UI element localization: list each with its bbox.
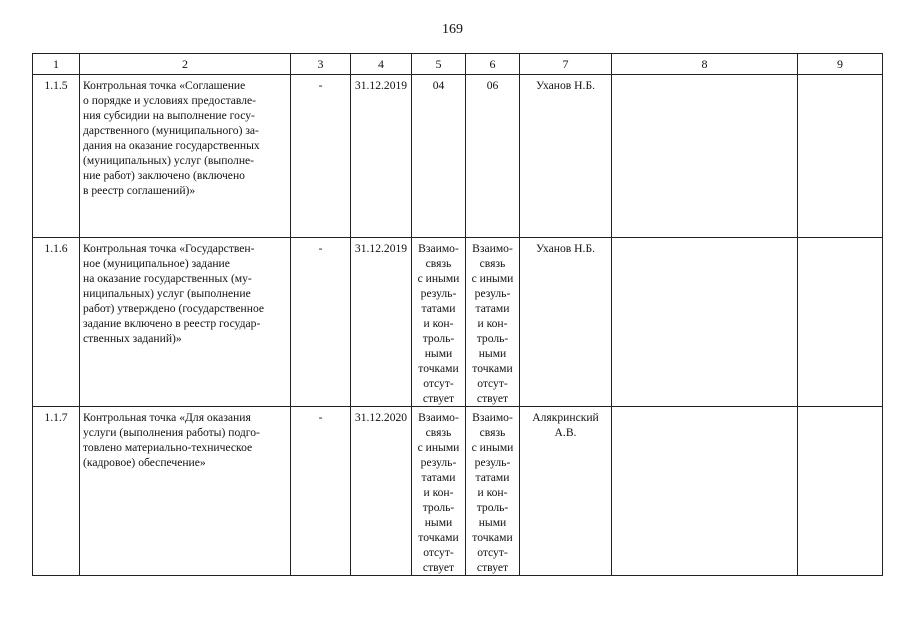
header-row: [33, 54, 883, 75]
header-col-9: 9: [798, 54, 883, 75]
responsible-person: Алякринский А.В.: [520, 407, 612, 576]
table-row: [33, 238, 883, 407]
row-number: 1.1.6: [33, 238, 80, 407]
header-col-5: 5: [412, 54, 466, 75]
header-col-8: 8: [612, 54, 798, 75]
control-point-name: Контрольная точка «Для оказания услуги (выполнения работы) подго- товлено материально-техническое (кадровое) обеспечение»: [80, 407, 291, 576]
col3-value: -: [291, 75, 351, 238]
responsible-person: Уханов Н.Б.: [520, 75, 612, 238]
page-number: 169: [442, 22, 463, 37]
col5-value: 04: [412, 75, 466, 238]
control-points-table: [32, 53, 883, 576]
header-col-7: 7: [520, 54, 612, 75]
col8-value: [612, 407, 798, 576]
col3-value: -: [291, 238, 351, 407]
col5-value: Взаимо- связь с иными резуль- татами и кон- троль- ными точками отсут- ствует: [412, 238, 466, 407]
table-row: [33, 75, 883, 238]
header-col-1: 1: [33, 54, 80, 75]
col3-value: -: [291, 407, 351, 576]
col9-value: [798, 75, 883, 238]
col9-value: [798, 407, 883, 576]
header-col-3: 3: [291, 54, 351, 75]
deadline-date: 31.12.2019: [351, 75, 412, 238]
header-col-4: 4: [351, 54, 412, 75]
control-point-name: Контрольная точка «Соглашение о порядке и условиях предоставле- ния субсидии на выполнение госу- дарственного (муниципального) за- дания на оказание государственных (муниципальных) услуг (выполне- ние работ) заключено (включено в реестр соглашений)»: [80, 75, 291, 238]
control-point-name: Контрольная точка «Государствен- ное (муниципальное) задание на оказание государственных (му- ниципальных) услуг (выполнение работ) утверждено (государственное задание включено в реестр государ- ственных заданий)»: [80, 238, 291, 407]
table-row: [33, 407, 883, 576]
col9-value: [798, 238, 883, 407]
header-col-6: 6: [466, 54, 520, 75]
col8-value: [612, 238, 798, 407]
row-number: 1.1.7: [33, 407, 80, 576]
deadline-date: 31.12.2019: [351, 238, 412, 407]
header-col-2: 2: [80, 54, 291, 75]
row-number: 1.1.5: [33, 75, 80, 238]
col6-value: Взаимо- связь с иными резуль- татами и кон- троль- ными точками отсут- ствует: [466, 407, 520, 576]
col6-value: 06: [466, 75, 520, 238]
col8-value: [612, 75, 798, 238]
responsible-person: Уханов Н.Б.: [520, 238, 612, 407]
col6-value: Взаимо- связь с иными резуль- татами и кон- троль- ными точками отсут- ствует: [466, 238, 520, 407]
col5-value: Взаимо- связь с иными резуль- татами и кон- троль- ными точками отсут- ствует: [412, 407, 466, 576]
deadline-date: 31.12.2020: [351, 407, 412, 576]
